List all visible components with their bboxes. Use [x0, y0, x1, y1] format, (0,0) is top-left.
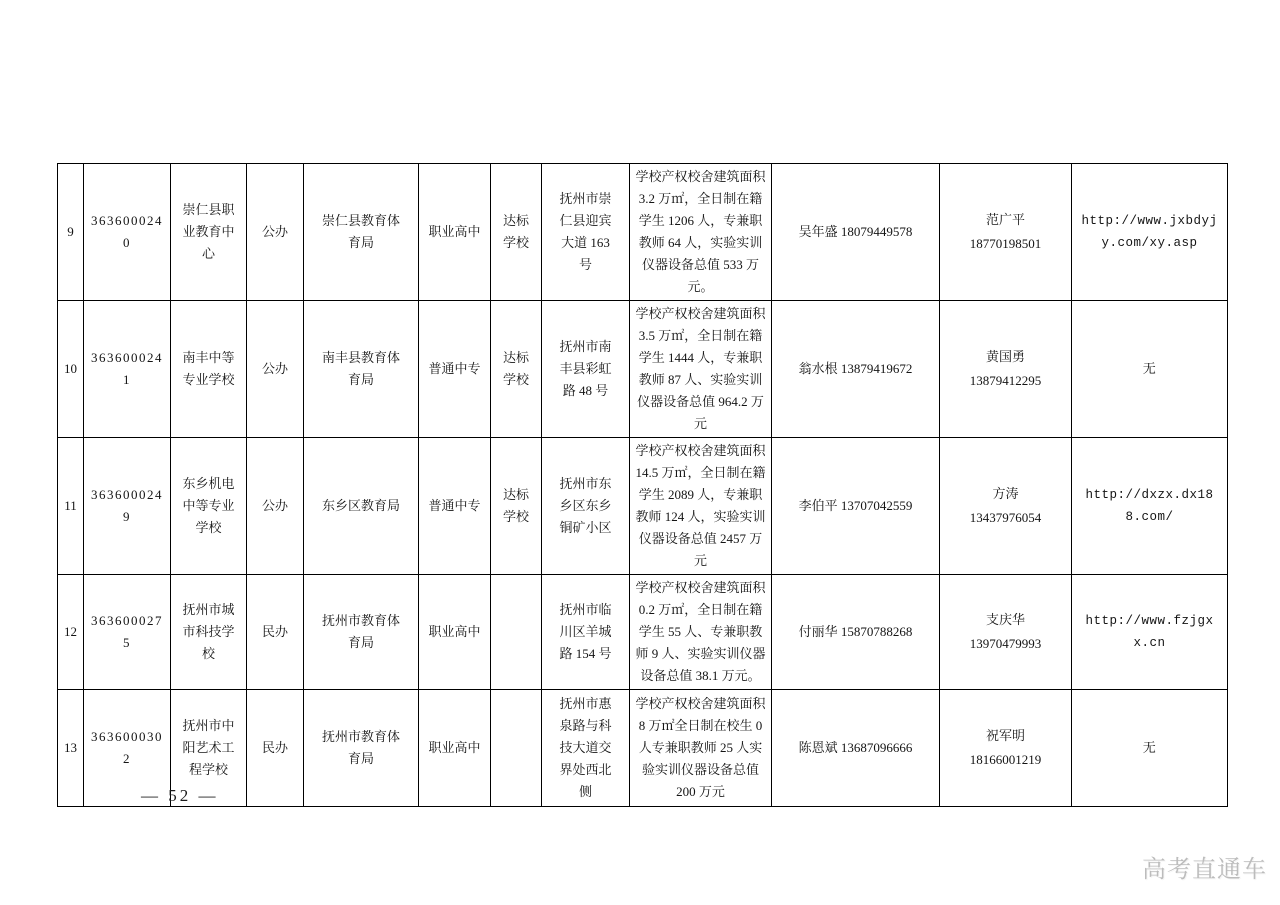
cell-website: http://dxzx.dx188.com/: [1072, 438, 1228, 575]
cell-contact-2: [940, 575, 1072, 690]
cell-address: 抚州市南丰县彩虹路 48 号: [542, 301, 630, 438]
cell-ownership: 民办: [247, 690, 304, 807]
cell-authority: 崇仁县教育体育局: [304, 164, 419, 301]
cell-authority: 抚州市教育体育局: [304, 690, 419, 807]
cell-school-code: 3636000241: [84, 301, 171, 438]
cell-address: 抚州市崇仁县迎宾大道 163 号: [542, 164, 630, 301]
table-row: [58, 575, 1228, 690]
cell-category: 职业高中: [419, 575, 491, 690]
cell-address: 抚州市惠泉路与科技大道交界处西北侧: [542, 690, 630, 807]
cell-standard-flag: 达标学校: [491, 438, 542, 575]
contact-2-name: 祝军明: [985, 728, 1025, 743]
cell-website: http://www.jxbdyjy.com/xy.asp: [1072, 164, 1228, 301]
cell-school-code: 3636000302: [84, 690, 171, 807]
cell-contact-1: 翁水根 13879419672: [772, 301, 940, 438]
cell-category: 普通中专: [419, 438, 491, 575]
cell-school-name: 抚州市中阳艺术工程学校: [171, 690, 247, 807]
cell-school-name: 南丰中等专业学校: [171, 301, 247, 438]
cell-address: 抚州市东乡区东乡铜矿小区: [542, 438, 630, 575]
cell-school-code: 3636000240: [84, 164, 171, 301]
cell-details: 学校产权校舍建筑面积 0.2 万㎡，全日制在籍学生 55 人、专兼职教师 9 人、实验实训仪器设备总值 38.1 万元。: [630, 575, 772, 690]
cell-website: http://www.fzjgxx.cn: [1072, 575, 1228, 690]
contact-2-name: 范广平: [985, 212, 1025, 227]
cell-contact-2: [940, 438, 1072, 575]
table-row: [58, 690, 1228, 807]
cell-category: 职业高中: [419, 690, 491, 807]
cell-contact-1: 付丽华 15870788268: [772, 575, 940, 690]
cell-details: 学校产权校舍建筑面积 3.2 万㎡，全日制在籍学生 1206 人，专兼职教师 64 人，实验实训仪器设备总值 533 万元。: [630, 164, 772, 301]
cell-website: 无: [1072, 301, 1228, 438]
cell-school-name: 抚州市城市科技学校: [171, 575, 247, 690]
cell-contact-2: [940, 301, 1072, 438]
cell-contact-2: [940, 164, 1072, 301]
contact-2-phone: 13879412295: [969, 373, 1042, 388]
cell-school-code: 3636000249: [84, 438, 171, 575]
contact-2-phone: 13970479993: [969, 636, 1042, 651]
cell-contact-1: 李伯平 13707042559: [772, 438, 940, 575]
contact-2-phone: 18166001219: [969, 752, 1042, 767]
contact-2-name: 方涛: [992, 486, 1019, 501]
cell-ownership: 公办: [247, 301, 304, 438]
cell-standard-flag: 达标学校: [491, 301, 542, 438]
cell-row-index: 12: [58, 575, 84, 690]
watermark-gaokao-zhitongche: 高考直通车: [1142, 856, 1267, 883]
cell-authority: 南丰县教育体育局: [304, 301, 419, 438]
cell-school-code: 3636000275: [84, 575, 171, 690]
cell-ownership: 公办: [247, 438, 304, 575]
cell-row-index: 10: [58, 301, 84, 438]
cell-standard-flag: [491, 575, 542, 690]
cell-website: 无: [1072, 690, 1228, 807]
cell-ownership: 民办: [247, 575, 304, 690]
cell-address: 抚州市临川区羊城路 154 号: [542, 575, 630, 690]
cell-contact-1: 陈恩斌 13687096666: [772, 690, 940, 807]
cell-school-name: 崇仁县职业教育中心: [171, 164, 247, 301]
contact-2-phone: 18770198501: [969, 236, 1042, 251]
page-number: — 52 —: [141, 786, 219, 805]
contact-2-name: 支庆华: [985, 612, 1025, 627]
cell-details: 学校产权校舍建筑面积 8 万㎡全日制在校生 0 人专兼职教师 25 人实验实训仪器设备总值 200 万元: [630, 690, 772, 807]
cell-standard-flag: 达标学校: [491, 164, 542, 301]
school-list-table: [57, 163, 1228, 807]
cell-authority: 抚州市教育体育局: [304, 575, 419, 690]
contact-2-phone: 13437976054: [969, 510, 1042, 525]
cell-details: 学校产权校舍建筑面积 14.5 万㎡，全日制在籍学生 2089 人，专兼职教师 124 人，实验实训仪器设备总值 2457 万元: [630, 438, 772, 575]
table-row: [58, 301, 1228, 438]
cell-contact-2: [940, 690, 1072, 807]
cell-category: 普通中专: [419, 301, 491, 438]
cell-details: 学校产权校舍建筑面积 3.5 万㎡，全日制在籍学生 1444 人，专兼职教师 87 人、实验实训仪器设备总值 964.2 万元: [630, 301, 772, 438]
table-row: [58, 164, 1228, 301]
cell-row-index: 13: [58, 690, 84, 807]
table-row: [58, 438, 1228, 575]
cell-row-index: 9: [58, 164, 84, 301]
contact-2-name: 黄国勇: [985, 349, 1025, 364]
cell-authority: 东乡区教育局: [304, 438, 419, 575]
cell-school-name: 东乡机电中等专业学校: [171, 438, 247, 575]
cell-contact-1: 吴年盛 18079449578: [772, 164, 940, 301]
cell-category: 职业高中: [419, 164, 491, 301]
cell-row-index: 11: [58, 438, 84, 575]
cell-standard-flag: [491, 690, 542, 807]
cell-ownership: 公办: [247, 164, 304, 301]
